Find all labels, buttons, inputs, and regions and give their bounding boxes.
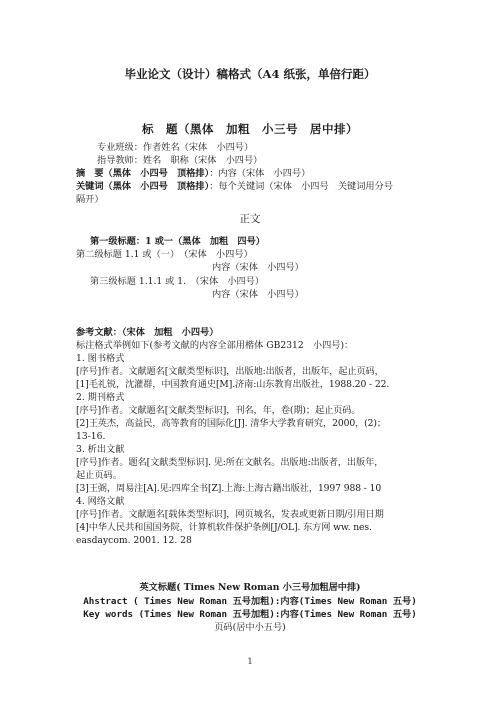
journal-example-continuation: 13-16. [76, 431, 106, 442]
abstract-content: ：内容（宋体 小四号） [209, 168, 311, 179]
abstract-label: 摘 要（黑体 小四号 顶格排） [76, 168, 210, 179]
online-example-continuation: easdaycom. 2001. 12. 28 [76, 535, 192, 546]
book-example-line: [1]毛礼锐，沈灌群，中国教育通史[M].济南:山东教育出版社，1988.20 - 22. [76, 379, 390, 390]
major-class-line: 专业班级：作者姓名（宋体 小四号） [97, 142, 254, 153]
online-format-heading: 4. 网络文献 [76, 496, 125, 507]
english-abstract-text: Ahstract ( Times New Roman 五号加粗):内容(Times New Roman 五号) [83, 596, 417, 607]
references-intro: 标注格式举例如下(参考文献的内容全部用楷体 GB2312 小四号)： [76, 340, 354, 351]
english-abstract [0, 596, 500, 608]
page-number: 1 [247, 657, 253, 666]
keywords-line [76, 181, 393, 193]
journal-format-line: [序号]作者。文献题名[文献类型标识]，刊名，年，卷(期)；起止页码。 [76, 405, 361, 416]
journal-format-heading: 2. 期刊格式 [76, 392, 125, 403]
main-title: 毕业论文（设计）稿格式（A4 纸张，单倍行距） [124, 67, 376, 81]
keywords-label: 关键词（黑体 小四号 顶格排） [76, 181, 210, 192]
level2-heading: 第二级标题 1.1 或（一） （宋体 小四号） [76, 249, 253, 260]
journal-example-line: [2]王英杰，高益民，高等教育的国际化[J]. 清华大学教育研究，2000，(2)； [76, 418, 386, 429]
level2-content: 内容（宋体 小四号） [212, 262, 304, 273]
body-title: 正文 [239, 213, 261, 225]
keywords-continuation: 隔开） [76, 194, 104, 205]
references-heading: 参考文献：（宋体 加粗 小四号） [76, 327, 219, 338]
level1-heading: 第一级标题：1 或一（黑体 加粗 四号） [90, 236, 265, 247]
book-format-heading: 1. 图书格式 [76, 353, 125, 364]
english-keywords-text: Key words (Times New Roman 五号加粗):内容(Times New Roman 五号) [83, 609, 417, 620]
english-title: 英文标题( Times New Roman 小三号加粗居中排) [139, 582, 361, 593]
english-keywords [0, 609, 500, 621]
abstract-line [76, 168, 310, 180]
book-format-line: [序号]作者。文献题名[文献类型标识]，出版地:出版者，出版年，起止页码， [76, 366, 384, 377]
level3-heading: 第三级标题 1.1.1 或 1. （宋体 小四号） [90, 276, 265, 287]
title-format-line: 标 题（黑体 加粗 小三号 居中排） [142, 122, 358, 136]
online-example-line: [4]中华人民共和国国务院，计算机软件保护条例[J/OL]. 东方网 ww. nes. [76, 522, 372, 533]
online-format-line: [序号]作者。文献题名[载体类型标识]，网页城名，发表或更新日期/引用日期 [76, 509, 384, 520]
analects-format-heading: 3. 析出文献 [76, 444, 125, 455]
advisor-line: 指导教师：姓名 职称（宋体 小四号） [97, 155, 263, 166]
keywords-content: ：每个关键词（宋体 小四号 关键词用分号 [209, 181, 393, 192]
page-number-note: 页码(居中小五号) [214, 622, 286, 633]
analects-example-line: [3]王弼，周易注[A].见:四库全书[Z].上海:上海古籍出版社，1997 988 - 10 [76, 483, 382, 494]
analects-format-continuation: 起止页码。 [76, 470, 122, 481]
level3-content: 内容（宋体 小四号） [212, 289, 304, 300]
analects-format-line: [序号]作者。题名[文献类型标识]. 见:所在文献名。出版地:出版者，出版年， [76, 457, 384, 468]
